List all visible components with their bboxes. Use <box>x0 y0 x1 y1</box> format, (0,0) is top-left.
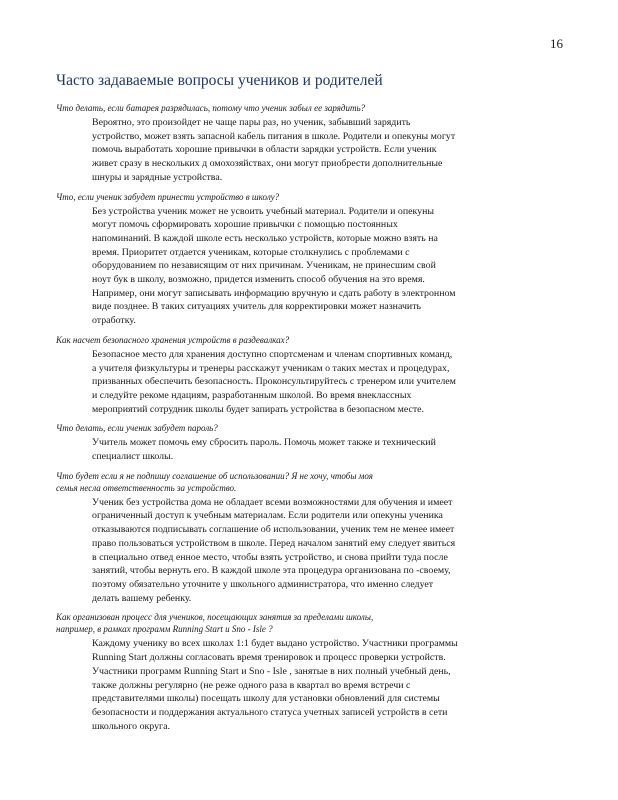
faq-question-forgot-device: Что, если ученик забудет принести устройство в школу? <box>56 191 280 202</box>
faq-answer-forgot-device: Без устройства ученик может не усвоить учебный материал. Родители и опекуны могут помочь сформировать хорошие привычки с помощью постоянных напоминаний. В каждой школе есть несколько устройств, которые можно взять на время. Приоритет отдается ученикам, которые столкнулись с проблемами с оборудованием по независящим от них причинам. Ученикам, не принесшим свой ноут бук в школу, возможно, придется изменить способ обучения на это время. Например, они могут записывать информацию вручную и сдать работу в электронном виде позднее. В таких ситуациях учитель для корректировки может назначить отработку. <box>92 205 456 327</box>
faq-question-outside-programs: Как организован процесс для учеников, посещающих занятия за пределами школы, например, в рамках программ Running Start и Sno - Isle ? <box>56 612 374 635</box>
faq-answer-password: Учитель может помочь ему сбросить пароль. Помочь может также и технический специалист школы. <box>92 437 436 463</box>
faq-question-battery: Что делать, если батарея разрядилась, потому что ученик забыл ее зарядить? <box>56 103 366 113</box>
faq-answer-battery: Вероятно, это произойдет не чаще пары раз, но ученик, забывший зарядить устройство, может взять запасной кабель питания в школе. Родители и опекуны могут помочь выработать хорошие привычки в области зарядки устройств. Если ученик живет сразу в нескольких д омохозяйствах, они могут приобрести дополнительные шнуры и зарядные устройства. <box>92 117 456 183</box>
page-title: Часто задаваемые вопросы учеников и родителей <box>56 72 383 89</box>
faq-answer-outside-programs: Каждому ученику во всех школах 1:1 будет выдано устройство. Участники программы Running Start должны согласовать время тренировок и процесс проверки устройств. Участники программ Running Start и Sno - Isle , занятые в них полный учебный день, также должны регулярно (не реже одного раза в квартал во время встречи с представителями школы) посещать школу для установки обновлений для системы безопасности и поддержания актуального статуса учетных записей устройств в сети школьного округа. <box>92 638 458 732</box>
page-number: 16 <box>550 36 563 51</box>
faq-question-password: Что делать, если ученик забудет пароль? <box>56 423 218 434</box>
faq-answer-agreement: Ученик без устройства дома не обладает всеми возможностями для обучения и имеет ограниченный доступ к учебным материалам. Если родители или опекуны ученика отказываются подписывать соглашение об использовании, ученик тем не менее имеет право пользоваться устройством в школе. Перед началом занятий ему следует явиться в специально отвед енное место, чтобы взять устройство, и снова прийти туда после занятий, чтобы вернуть его. В каждой школе эта процедура организована по -своему, поэтому обязательно уточните у школьного администратора, что именно следует делать вашему ребенку. <box>92 496 456 604</box>
faq-question-lockers: Как насчет безопасного хранения устройств в раздевалках? <box>56 334 290 345</box>
faq-question-agreement: Что будет если я не подпишу соглашение об использовании? Я не хочу, чтобы моя семья несла ответственность за устройство. <box>56 470 373 493</box>
faq-list <box>56 102 576 739</box>
faq-answer-lockers: Безопасное место для хранения доступно спортсменам и членам спортивных команд, а учителя физкультуры и тренеры расскажут ученикам о таких местах и процедурах, призванных обеспечить безопасность. Проконсультируйтесь с тренером или учителем и следуйте рекоме ндациям, разработанным школой. Во время внеклассных мероприятий сотрудник школы будет запирать устройства в безопасном месте. <box>92 348 456 415</box>
